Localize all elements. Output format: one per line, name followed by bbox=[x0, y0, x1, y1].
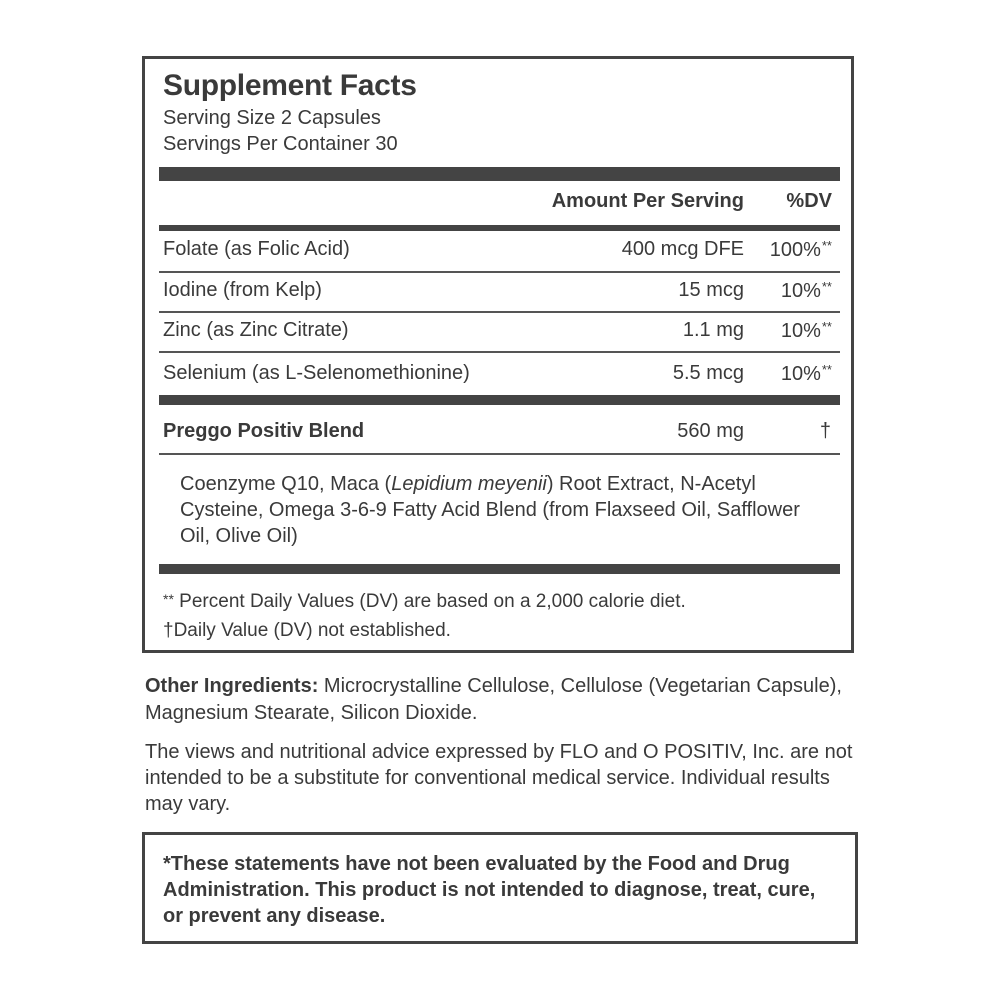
nutrient-dv: 10%** bbox=[780, 279, 832, 302]
nutrient-amount: 1.1 mg bbox=[682, 319, 744, 341]
nutrient-dv: 10%** bbox=[780, 319, 832, 342]
panel-title: Supplement Facts bbox=[163, 69, 417, 102]
nutrient-name: Iodine (from Kelp) bbox=[163, 279, 322, 301]
row-divider bbox=[159, 271, 840, 273]
blend-dv-dagger: † bbox=[819, 420, 831, 442]
thick-divider bbox=[159, 564, 840, 574]
dagger-footnote: †Daily Value (DV) not established. bbox=[163, 620, 451, 641]
views-statement: The views and nutritional advice expressed by FLO and O POSITIV, Inc. are not intended to be a substitute for conventional medical service. Individual results may vary. bbox=[145, 741, 853, 815]
nutrient-name: Zinc (as Zinc Citrate) bbox=[163, 319, 349, 341]
fda-disclaimer: *These statements have not been evaluated by the Food and Drug Administration. This product is not intended to diagnose, treat, cure, or prevent any disease. bbox=[142, 832, 858, 944]
other-ingredients: Other Ingredients: Microcrystalline Cellulose, Cellulose (Vegetarian Capsule), Magnesium Stearate, Silicon Dioxide. bbox=[145, 675, 842, 724]
thick-divider bbox=[159, 167, 840, 181]
nutrient-dv: 10%** bbox=[780, 362, 832, 385]
blend-amount: 560 mg bbox=[677, 420, 744, 442]
nutrient-name: Folate (as Folic Acid) bbox=[163, 238, 350, 260]
supplement-facts-panel bbox=[142, 56, 854, 653]
nutrient-amount: 5.5 mcg bbox=[672, 362, 744, 384]
nutrient-amount: 15 mcg bbox=[678, 279, 744, 301]
nutrient-name: Selenium (as L-Selenomethionine) bbox=[163, 362, 470, 384]
thick-divider bbox=[159, 395, 840, 405]
amount-per-serving-header: Amount Per Serving bbox=[551, 190, 744, 212]
blend-name: Preggo Positiv Blend bbox=[163, 420, 365, 442]
blend-ingredients: Coenzyme Q10, Maca (Lepidium meyenii) Root Extract, N-Acetyl Cysteine, Omega 3-6-9 Fatty Acid Blend (from Flaxseed Oil, Safflower Oil, Olive Oil) bbox=[180, 473, 800, 547]
row-divider bbox=[159, 453, 840, 455]
row-divider bbox=[159, 311, 840, 313]
serving-size: Serving Size 2 Capsules bbox=[163, 107, 381, 129]
servings-per-container: Servings Per Container 30 bbox=[163, 133, 398, 155]
dv-footnote: ** Percent Daily Values (DV) are based on a 2,000 calorie diet. bbox=[163, 591, 686, 612]
nutrient-amount: 400 mcg DFE bbox=[621, 238, 744, 260]
medium-divider bbox=[159, 225, 840, 231]
nutrient-dv: 100%** bbox=[769, 238, 832, 261]
dv-header: %DV bbox=[786, 190, 832, 212]
row-divider bbox=[159, 351, 840, 353]
